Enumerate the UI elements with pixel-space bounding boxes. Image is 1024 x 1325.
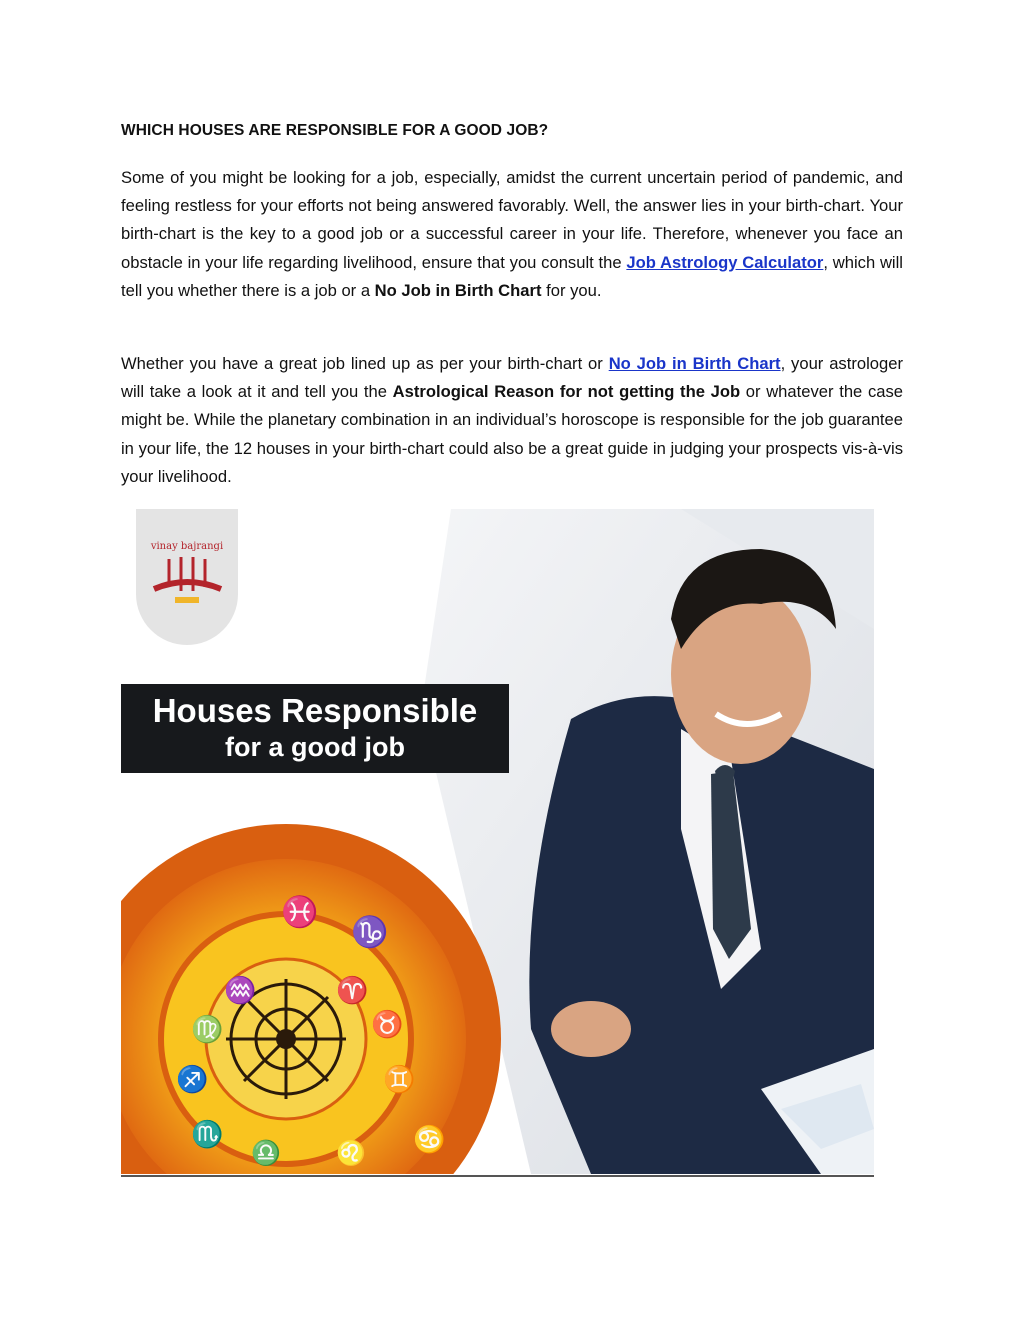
zodiac-wheel [121, 824, 501, 1174]
zodiac-glyph: ♎ [251, 1140, 281, 1167]
p1-text-1: Some of you might be looking for a job, especially, amidst the current uncertain period of pandemic, and feeling restless for your efforts not being answered favorably. Well, the answer lies in your birth-chart. Your birth-chart is the key to a good job or a successful career in your life. Therefore, whenever you face an obstacle in your life regarding livelihood, ensure that you consult the [121, 168, 903, 272]
p1-bold-text: No Job in Birth Chart [374, 280, 542, 300]
zodiac-glyph: ♏ [191, 1119, 224, 1149]
p1-text-3: for you. [541, 280, 602, 300]
page-heading: WHICH HOUSES ARE RESPONSIBLE FOR A GOOD JOB? [121, 122, 549, 139]
zodiac-glyph: ♒ [224, 975, 257, 1005]
no-job-in-birth-chart-link[interactable]: No Job in Birth Chart [608, 354, 781, 373]
zodiac-glyph: ♋ [413, 1124, 446, 1154]
logo-text: vinay bajrangi [150, 541, 224, 552]
zodiac-glyph: ♉ [371, 1009, 404, 1039]
job-astrology-calculator-link[interactable]: Job Astrology Calculator [626, 252, 824, 272]
zodiac-glyph: ♈ [336, 975, 369, 1005]
p2-text-1: Whether you have a great job lined up as per your birth-chart or [121, 354, 609, 373]
banner-line-1: Houses Responsible [152, 692, 478, 729]
zodiac-glyph: ♑ [351, 916, 389, 949]
p1-text-2: , which will tell you whether there is a job or a [121, 252, 903, 300]
zodiac-glyph: ♐ [176, 1064, 209, 1094]
zodiac-glyph: ♌ [336, 1140, 366, 1167]
zodiac-glyph: ♊ [383, 1064, 416, 1094]
article-illustration [121, 509, 874, 1174]
p2-bold-text: Astrological Reason for not getting the Job [392, 382, 741, 402]
illustration-artwork [121, 509, 874, 1174]
image-bottom-rule [121, 1175, 874, 1177]
zodiac-glyph: ♓ [281, 896, 319, 929]
brand-logo [136, 509, 238, 645]
zodiac-glyph: ♍ [191, 1014, 224, 1044]
banner-line-2: for a good job [225, 732, 405, 762]
intro-paragraph [121, 164, 903, 305]
p2-text-3: or whatever the case might be. While the planetary combination in an individual’s horoscope is responsible for the job guarantee in your life, the 12 houses in your birth-chart could also be a great guide in judging your prospects vis-à-vis your livelihood. [121, 382, 903, 486]
second-paragraph [121, 350, 903, 491]
title-banner-text [121, 684, 509, 773]
p2-text-2: , your astrologer will take a look at it and tell you the [121, 354, 903, 402]
